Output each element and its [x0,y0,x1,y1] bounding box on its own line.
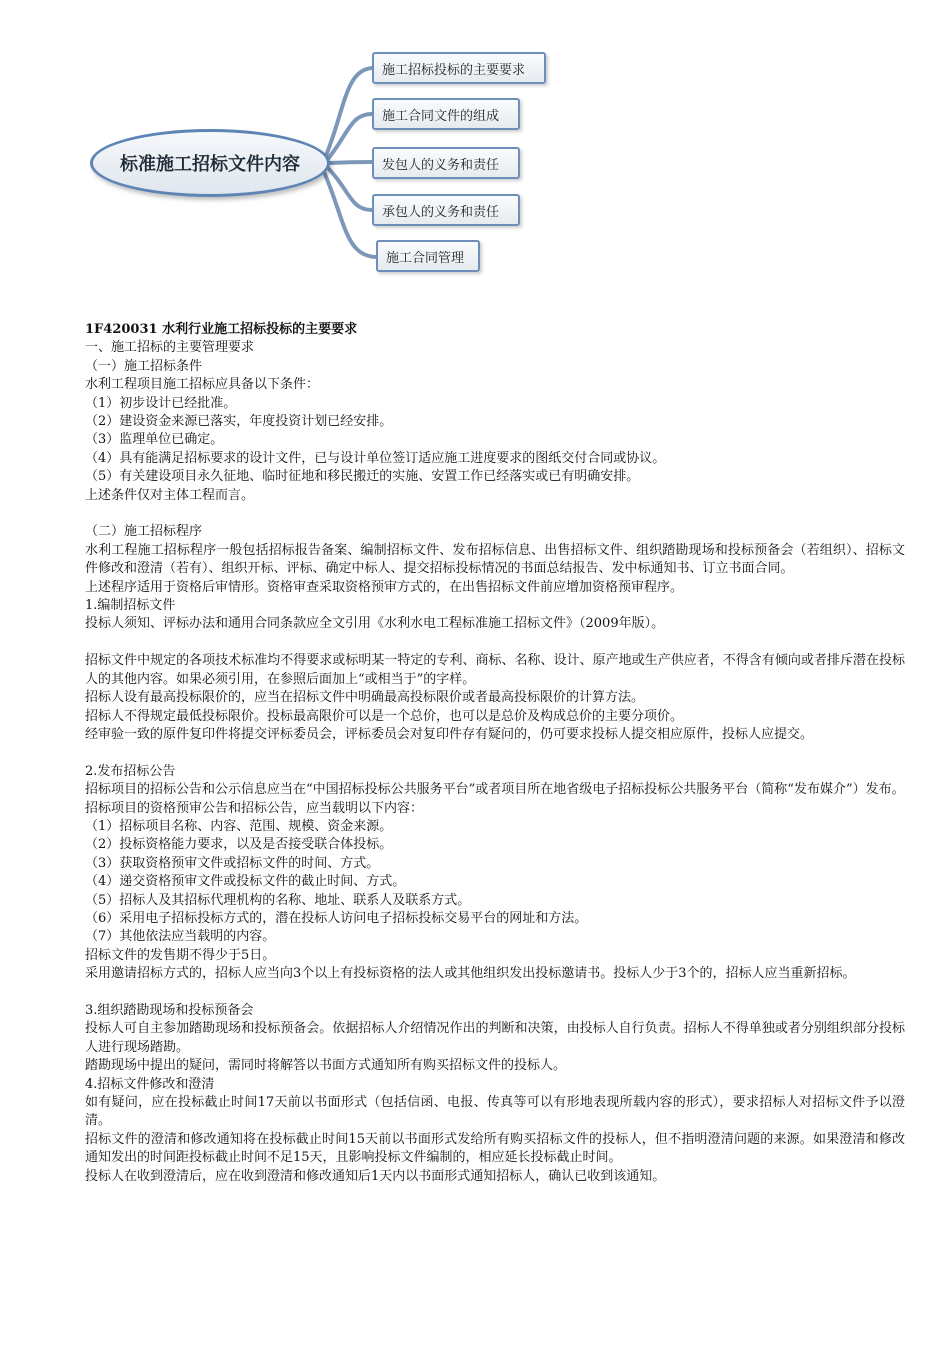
step-3-title: 3.组织踏勘现场和投标预备会 [85,1002,254,1018]
procedure-paragraph: 水利工程施工招标程序一般包括招标报告备案、编制招标文件、发布招标信息、出售招标文件、组织踏勘现场和投标预备会（若组织）、招标文件修改和澄清（若有）、组织开标、评标、确定中标人、提交招标投标情况的书面总结报告、发中标通知书、订立书面合同。 [85,542,905,577]
section-1-title: 一、施工招标的主要管理要求 [85,340,255,356]
connector-5 [324,172,376,257]
step-4-paragraph-2: 招标文件的澄清和修改通知将在投标截止时间15天前以书面形式发给所有购买招标文件的投标人，但不指明澄清问题的来源。如果澄清和修改通知发出的时间距投标截止时间不足15天，且影响投标文件编制的，相应延长投标截止时间。 [85,1131,905,1166]
document-body [85,321,905,1186]
announcement-item-7: （7）其他依法应当载明的内容。 [85,929,276,945]
mind-map-branch-3: 发包人的义务和责任 [372,147,520,179]
announcement-item-6: （6）采用电子招标投标方式的，潜在投标人访问电子招标投标交易平台的网址和方法。 [85,910,588,926]
condition-item-5: （5）有关建设项目永久征地、临时征地和移民搬迁的实施、安置工作已经落实或已有明确安排。 [85,469,640,485]
step-2-paragraph-4: 采用邀请招标方式的，招标人应当向3个以上有投标资格的法人或其他组织发出投标邀请书。投标人少于3个的，招标人应当重新招标。 [85,966,856,982]
condition-item-4: （4）具有能满足招标要求的设计文件，已与设计单位签订适应施工进度要求的图纸交付合同或协议。 [85,450,666,466]
conditions-note: 上述条件仅对主体工程而言。 [85,487,255,503]
mind-map-branch-1: 施工招标投标的主要要求 [372,52,546,84]
step-2-title: 2.发布招标公告 [85,763,176,779]
step-1-paragraph-3: 招标人设有最高投标限价的，应当在招标文件中明确最高投标限价或者最高投标限价的计算方法。 [85,690,645,706]
section-heading: 1F420031 水利行业施工招标投标的主要要求 [85,322,358,337]
subsection-1-title: （一）施工招标条件 [85,358,203,374]
spacer [85,744,905,762]
condition-item-2: （2）建设资金来源已落实，年度投资计划已经安排。 [85,414,393,430]
subsection-2-title: （二）施工招标程序 [85,524,203,540]
mind-map-branch-5: 施工合同管理 [376,240,480,272]
spacer [85,634,905,652]
announcement-item-5: （5）招标人及其招标代理机构的名称、地址、联系人及联系方式。 [85,892,471,908]
mind-map [0,0,950,300]
announcement-item-4: （4）递交资格预审文件或投标文件的截止时间、方式。 [85,874,406,890]
procedure-note: 上述程序适用于资格后审情形。资格审查采取资格预审方式的，在出售招标文件前应增加资格预审程序。 [85,579,684,595]
step-4-paragraph-3: 投标人在收到澄清后，应在收到澄清和修改通知后1天内以书面形式通知招标人，确认已收到该通知。 [85,1168,666,1184]
step-1-title: 1.编制招标文件 [85,598,176,614]
spacer [85,984,905,1002]
connector-4 [327,167,372,210]
step-4-title: 4.招标文件修改和澄清 [85,1076,215,1092]
mind-map-branch-2: 施工合同文件的组成 [372,98,520,130]
step-2-paragraph-1: 招标项目的招标公告和公示信息应当在“中国招标投标公共服务平台”或者项目所在地省级电子招标投标公共服务平台（简称“发布媒介”）发布。 [85,782,905,798]
step-1-paragraph-2: 招标文件中规定的各项技术标准均不得要求或标明某一特定的专利、商标、名称、设计、原产地或生产供应者，不得含有倾向或者排斥潜在投标人的其他内容。如果必须引用，在参照后面加上“或相当于”的字样。 [85,653,905,687]
conditions-intro: 水利工程项目施工招标应具备以下条件： [85,377,320,393]
mind-map-branch-4: 承包人的义务和责任 [372,194,520,226]
step-4-paragraph-1: 如有疑问，应在投标截止时间17天前以书面形式（包括信函、电报、传真等可以有形地表现所载内容的形式），要求招标人对招标文件予以澄清。 [85,1095,905,1129]
condition-item-3: （3）监理单位已确定。 [85,432,224,448]
mind-map-center: 标准施工招标文件内容 [90,129,330,197]
step-3-paragraph-1: 投标人可自主参加踏勘现场和投标预备会。依据招标人介绍情况作出的判断和决策，由投标人自行负责。招标人不得单独或者分别组织部分投标人进行现场踏勘。 [85,1021,905,1055]
condition-item-1: （1）初步设计已经批准。 [85,395,237,411]
step-1-paragraph-1: 投标人须知、评标办法和通用合同条款应全文引用《水利水电工程标准施工招标文件》（2009年版）。 [85,616,665,632]
announcement-item-2: （2）投标资格能力要求，以及是否接受联合体投标。 [85,837,393,853]
step-2-paragraph-3: 招标文件的发售期不得少于5日。 [85,947,276,963]
step-1-paragraph-4: 招标人不得规定最低投标限价。投标最高限价可以是一个总价，也可以是总价及构成总价的主要分项价。 [85,708,684,724]
step-2-paragraph-2: 招标项目的资格预审公告和招标公告，应当载明以下内容： [85,800,424,816]
step-3-paragraph-2: 踏勘现场中提出的疑问，需同时将解答以书面方式通知所有购买招标文件的投标人。 [85,1058,567,1074]
connector-3 [329,162,372,163]
step-1-paragraph-5: 经审验一致的原件复印件将提交评标委员会，评标委员会对复印件存有疑问的，仍可要求投标人提交相应原件，投标人应提交。 [85,726,814,742]
announcement-item-1: （1）招标项目名称、内容、范围、规模、资金来源。 [85,818,393,834]
spacer [85,505,905,523]
announcement-item-3: （3）获取资格预审文件或招标文件的时间、方式。 [85,855,380,871]
